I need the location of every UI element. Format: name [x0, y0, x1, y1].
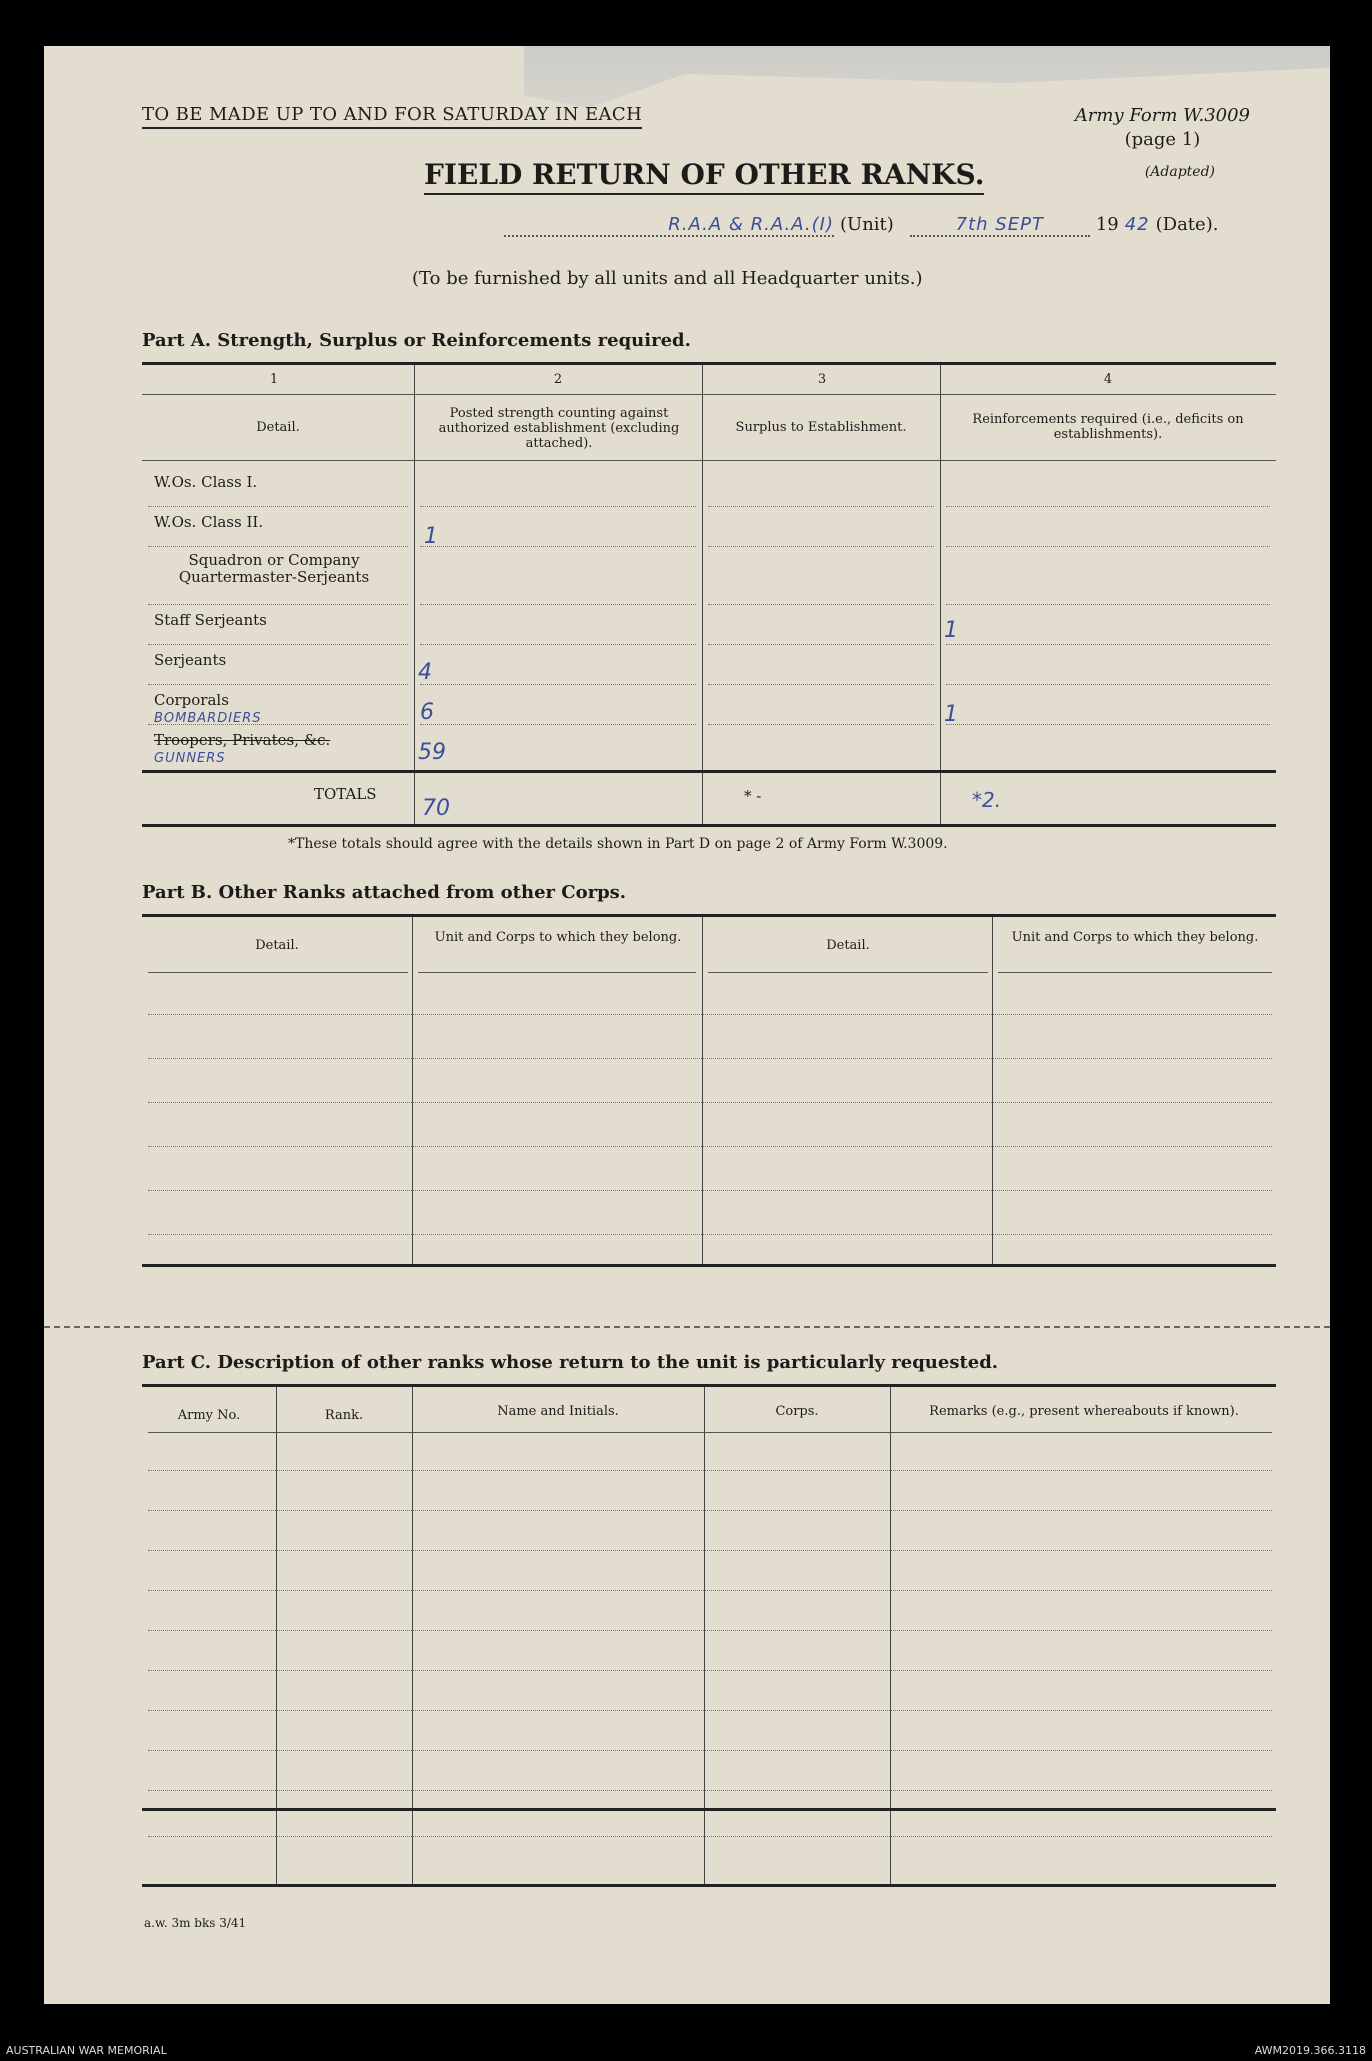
part-c-header-army-no: Army No.	[177, 1408, 241, 1423]
serjeants-posted-value: 4	[418, 660, 432, 685]
part-a-title: Part A. Strength, Surplus or Reinforcements required.	[142, 330, 691, 351]
unit-value: R.A.A & R.A.A.(I)	[668, 214, 834, 235]
row-label-troopers: Troopers, Privates, &c.	[154, 731, 331, 749]
year-prefix: 19	[1095, 214, 1119, 235]
row-label-wo2: W.Os. Class II.	[154, 513, 264, 531]
row-label-serjeants: Serjeants	[154, 651, 227, 669]
row-label-staff-serjeants: Staff Serjeants	[154, 611, 267, 629]
totals-surplus-value: * -	[744, 787, 762, 805]
adapted-note: (Adapted)	[1144, 164, 1215, 180]
row-label-corporals: Corporals	[154, 691, 229, 709]
top-instruction: TO BE MADE UP TO AND FOR SATURDAY IN EACH	[142, 104, 642, 129]
totals-label: TOTALS	[314, 785, 377, 803]
part-a-header-reinforcements: Reinforcements required (i.e., deficits on establishments).	[972, 412, 1244, 442]
part-a-header-detail: Detail.	[256, 420, 300, 435]
col-number-1: 1	[269, 372, 279, 387]
col-number-4: 4	[1103, 372, 1113, 387]
credit-institution: AUSTRALIAN WAR MEMORIAL	[6, 2044, 167, 2057]
totals-reinf-value: *2.	[972, 788, 1002, 812]
part-c-header-remarks: Remarks (e.g., present whereabouts if known).	[929, 1404, 1239, 1419]
part-c-header-name: Name and Initials.	[497, 1404, 619, 1419]
col-number-3: 3	[817, 372, 827, 387]
part-b-header-unit-1: Unit and Corps to which they belong.	[434, 930, 682, 945]
torn-corner	[524, 46, 1330, 108]
date-value: 7th SEPT	[955, 214, 1044, 235]
part-a-header-surplus: Surplus to Establishment.	[735, 420, 907, 435]
part-c-header-rank: Rank.	[324, 1408, 364, 1423]
part-c-header-corps: Corps.	[775, 1404, 819, 1419]
form-sheet	[44, 46, 1330, 2004]
part-b-header-detail-1: Detail.	[255, 938, 299, 953]
wo2-posted-value: 1	[424, 524, 438, 549]
form-number: Army Form W.3009	[1074, 105, 1250, 126]
part-c-title: Part C. Description of other ranks whose return to the unit is particularly requested.	[142, 1352, 999, 1373]
part-b-header-detail-2: Detail.	[826, 938, 870, 953]
corporals-posted-value: 6	[420, 700, 434, 725]
col-number-2: 2	[553, 372, 563, 387]
date-label: (Date).	[1155, 214, 1219, 235]
totals-posted-value: 70	[422, 796, 450, 821]
page-title: FIELD RETURN OF OTHER RANKS.	[424, 158, 984, 195]
row-hand-bombardiers: BOMBARDIERS	[154, 711, 262, 726]
staff-serjeants-reinf-value: 1	[944, 618, 958, 643]
part-a-header-posted: Posted strength counting against authorized establishment (excluding attached).	[438, 406, 680, 451]
row-label-cqms: Squadron or Company Quartermaster-Serjeants	[178, 551, 370, 586]
form-identifier	[1075, 104, 1250, 152]
unit-label: (Unit)	[840, 214, 894, 235]
page-number: (page 1)	[1124, 129, 1201, 150]
unit-date-line	[504, 214, 1218, 237]
row-hand-gunners: GUNNERS	[154, 751, 226, 766]
year-value: 42	[1124, 214, 1150, 235]
troopers-posted-value: 59	[418, 740, 446, 765]
part-a-footnote: *These totals should agree with the details shown in Part D on page 2 of Army Form W.3009.	[288, 836, 948, 852]
part-b-title: Part B. Other Ranks attached from other Corps.	[142, 882, 627, 903]
furnish-note: (To be furnished by all units and all Headquarter units.)	[412, 268, 923, 289]
print-code: a.w. 3m bks 3/41	[144, 1916, 247, 1930]
part-b-header-unit-2: Unit and Corps to which they belong.	[1011, 930, 1259, 945]
credit-accession: AWM2019.366.3118	[1254, 2044, 1366, 2057]
corporals-reinf-value: 1	[944, 702, 958, 727]
perforation-line	[44, 1326, 1330, 1328]
row-label-wo1: W.Os. Class I.	[154, 473, 258, 491]
